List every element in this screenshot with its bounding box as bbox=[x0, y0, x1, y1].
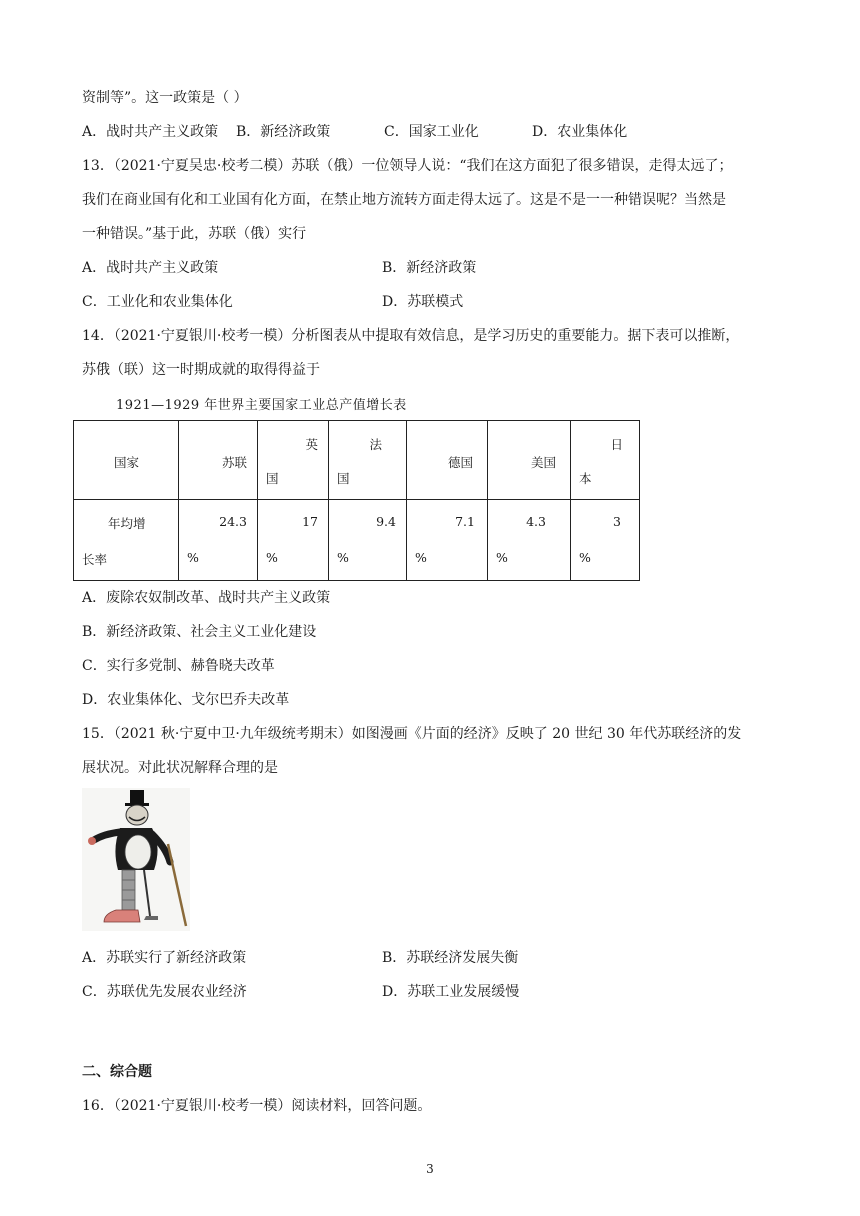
table-cell-rate bbox=[488, 500, 571, 581]
rate-unit: % bbox=[187, 550, 199, 565]
cartoon-illustration bbox=[82, 788, 190, 931]
rate-value: 9.4 bbox=[376, 514, 396, 529]
country-name: 美国 bbox=[530, 455, 556, 470]
country-name: 英 bbox=[305, 437, 318, 452]
rate-value: 24.3 bbox=[219, 514, 247, 529]
growth-table bbox=[73, 420, 640, 581]
q13-stem-line2: 我们在商业国有化和工业国有化方面，在禁止地方流转方面走得太远了。这是不是一一种错误呢？当然是 bbox=[82, 192, 726, 208]
rate-unit: % bbox=[415, 550, 427, 565]
table-cell-country bbox=[571, 421, 640, 500]
q12-option-a: A．战时共产主义政策 bbox=[82, 124, 219, 140]
table-cell-country bbox=[407, 421, 488, 500]
q12-option-c: C．国家工业化 bbox=[384, 124, 479, 140]
q12-stem-tail: 资制等”。这一政策是（ ） bbox=[82, 90, 248, 106]
q14-option-a: A．废除农奴制改革、战时共产主义政策 bbox=[82, 590, 331, 606]
table-cell-header bbox=[74, 421, 179, 500]
q13-option-c: C．工业化和农业集体化 bbox=[82, 294, 233, 310]
q14-stem-line2: 苏俄（联）这一时期成就的取得得益于 bbox=[82, 362, 320, 378]
q15-stem-line1: 15．（2021 秋·宁夏中卫·九年级统考期末）如图漫画《片面的经济》反映了 20 世纪 30 年代苏联经济的发 bbox=[82, 726, 742, 742]
q15-option-c: C．苏联优先发展农业经济 bbox=[82, 984, 247, 1000]
rate-value: 4.3 bbox=[526, 514, 546, 529]
rate-value: 3 bbox=[613, 514, 621, 529]
table-cell-header bbox=[74, 500, 179, 581]
table-cell-rate bbox=[258, 500, 329, 581]
q14-stem-line1: 14．（2021·宁夏银川·校考一模）分析图表从中提取有效信息，是学习历史的重要能力。据下表可以推断， bbox=[82, 328, 740, 344]
q13-option-b: B．新经济政策 bbox=[382, 260, 477, 276]
q14-option-c: C．实行多党制、赫鲁晓夫改革 bbox=[82, 658, 275, 674]
rate-unit: % bbox=[266, 550, 278, 565]
country-name-tail: 本 bbox=[579, 471, 592, 486]
table-row-rate bbox=[74, 500, 640, 581]
country-name-tail: 国 bbox=[266, 471, 279, 486]
q15-stem-line2: 展状况。对此状况解释合理的是 bbox=[82, 760, 278, 776]
country-name: 法 bbox=[369, 437, 382, 452]
country-name: 日 bbox=[610, 437, 623, 452]
country-name: 德国 bbox=[447, 455, 473, 470]
q12-option-d: D．农业集体化 bbox=[532, 124, 628, 140]
section-title: 二、综合题 bbox=[82, 1064, 152, 1080]
table-cell-country bbox=[488, 421, 571, 500]
q14-option-d: D．农业集体化、戈尔巴乔夫改革 bbox=[82, 692, 290, 708]
page-number: 3 bbox=[426, 1162, 434, 1176]
q13-option-d: D．苏联模式 bbox=[382, 294, 464, 310]
rate-value: 17 bbox=[302, 514, 318, 529]
table-cell-country bbox=[329, 421, 407, 500]
rate-unit: % bbox=[337, 550, 349, 565]
q14-option-b: B．新经济政策、社会主义工业化建设 bbox=[82, 624, 317, 640]
row-label-rate: 年均增 bbox=[108, 516, 146, 531]
country-name: 苏联 bbox=[221, 455, 247, 470]
q12-option-b: B．新经济政策 bbox=[236, 124, 331, 140]
q13-stem-line3: 一种错误。”基于此，苏联（俄）实行 bbox=[82, 226, 307, 242]
table-cell-rate bbox=[571, 500, 640, 581]
q13-stem-line1: 13．（2021·宁夏吴忠·校考二模）苏联（俄）一位领导人说：“我们在这方面犯了很多错误，走得太远了； bbox=[82, 158, 733, 174]
rate-unit: % bbox=[579, 550, 591, 565]
rate-unit: % bbox=[496, 550, 508, 565]
table-cell-country bbox=[258, 421, 329, 500]
table-caption: 1921—1929 年世界主要国家工业总产值增长表 bbox=[116, 398, 407, 413]
q16-stem: 16．（2021·宁夏银川·校考一模）阅读材料，回答问题。 bbox=[82, 1098, 432, 1114]
q15-option-b: B．苏联经济发展失衡 bbox=[382, 950, 519, 966]
table-cell-rate bbox=[179, 500, 258, 581]
table-cell-rate bbox=[329, 500, 407, 581]
table-cell-rate bbox=[407, 500, 488, 581]
rate-value: 7.1 bbox=[455, 514, 475, 529]
table-row-country bbox=[74, 421, 640, 500]
row-label-country: 国家 bbox=[114, 455, 140, 470]
q15-option-d: D．苏联工业发展缓慢 bbox=[382, 984, 520, 1000]
q15-option-a: A．苏联实行了新经济政策 bbox=[82, 950, 247, 966]
q13-option-a: A．战时共产主义政策 bbox=[82, 260, 219, 276]
country-name-tail: 国 bbox=[337, 471, 350, 486]
row-label-rate-tail: 长率 bbox=[82, 552, 108, 567]
table-cell-country bbox=[179, 421, 258, 500]
